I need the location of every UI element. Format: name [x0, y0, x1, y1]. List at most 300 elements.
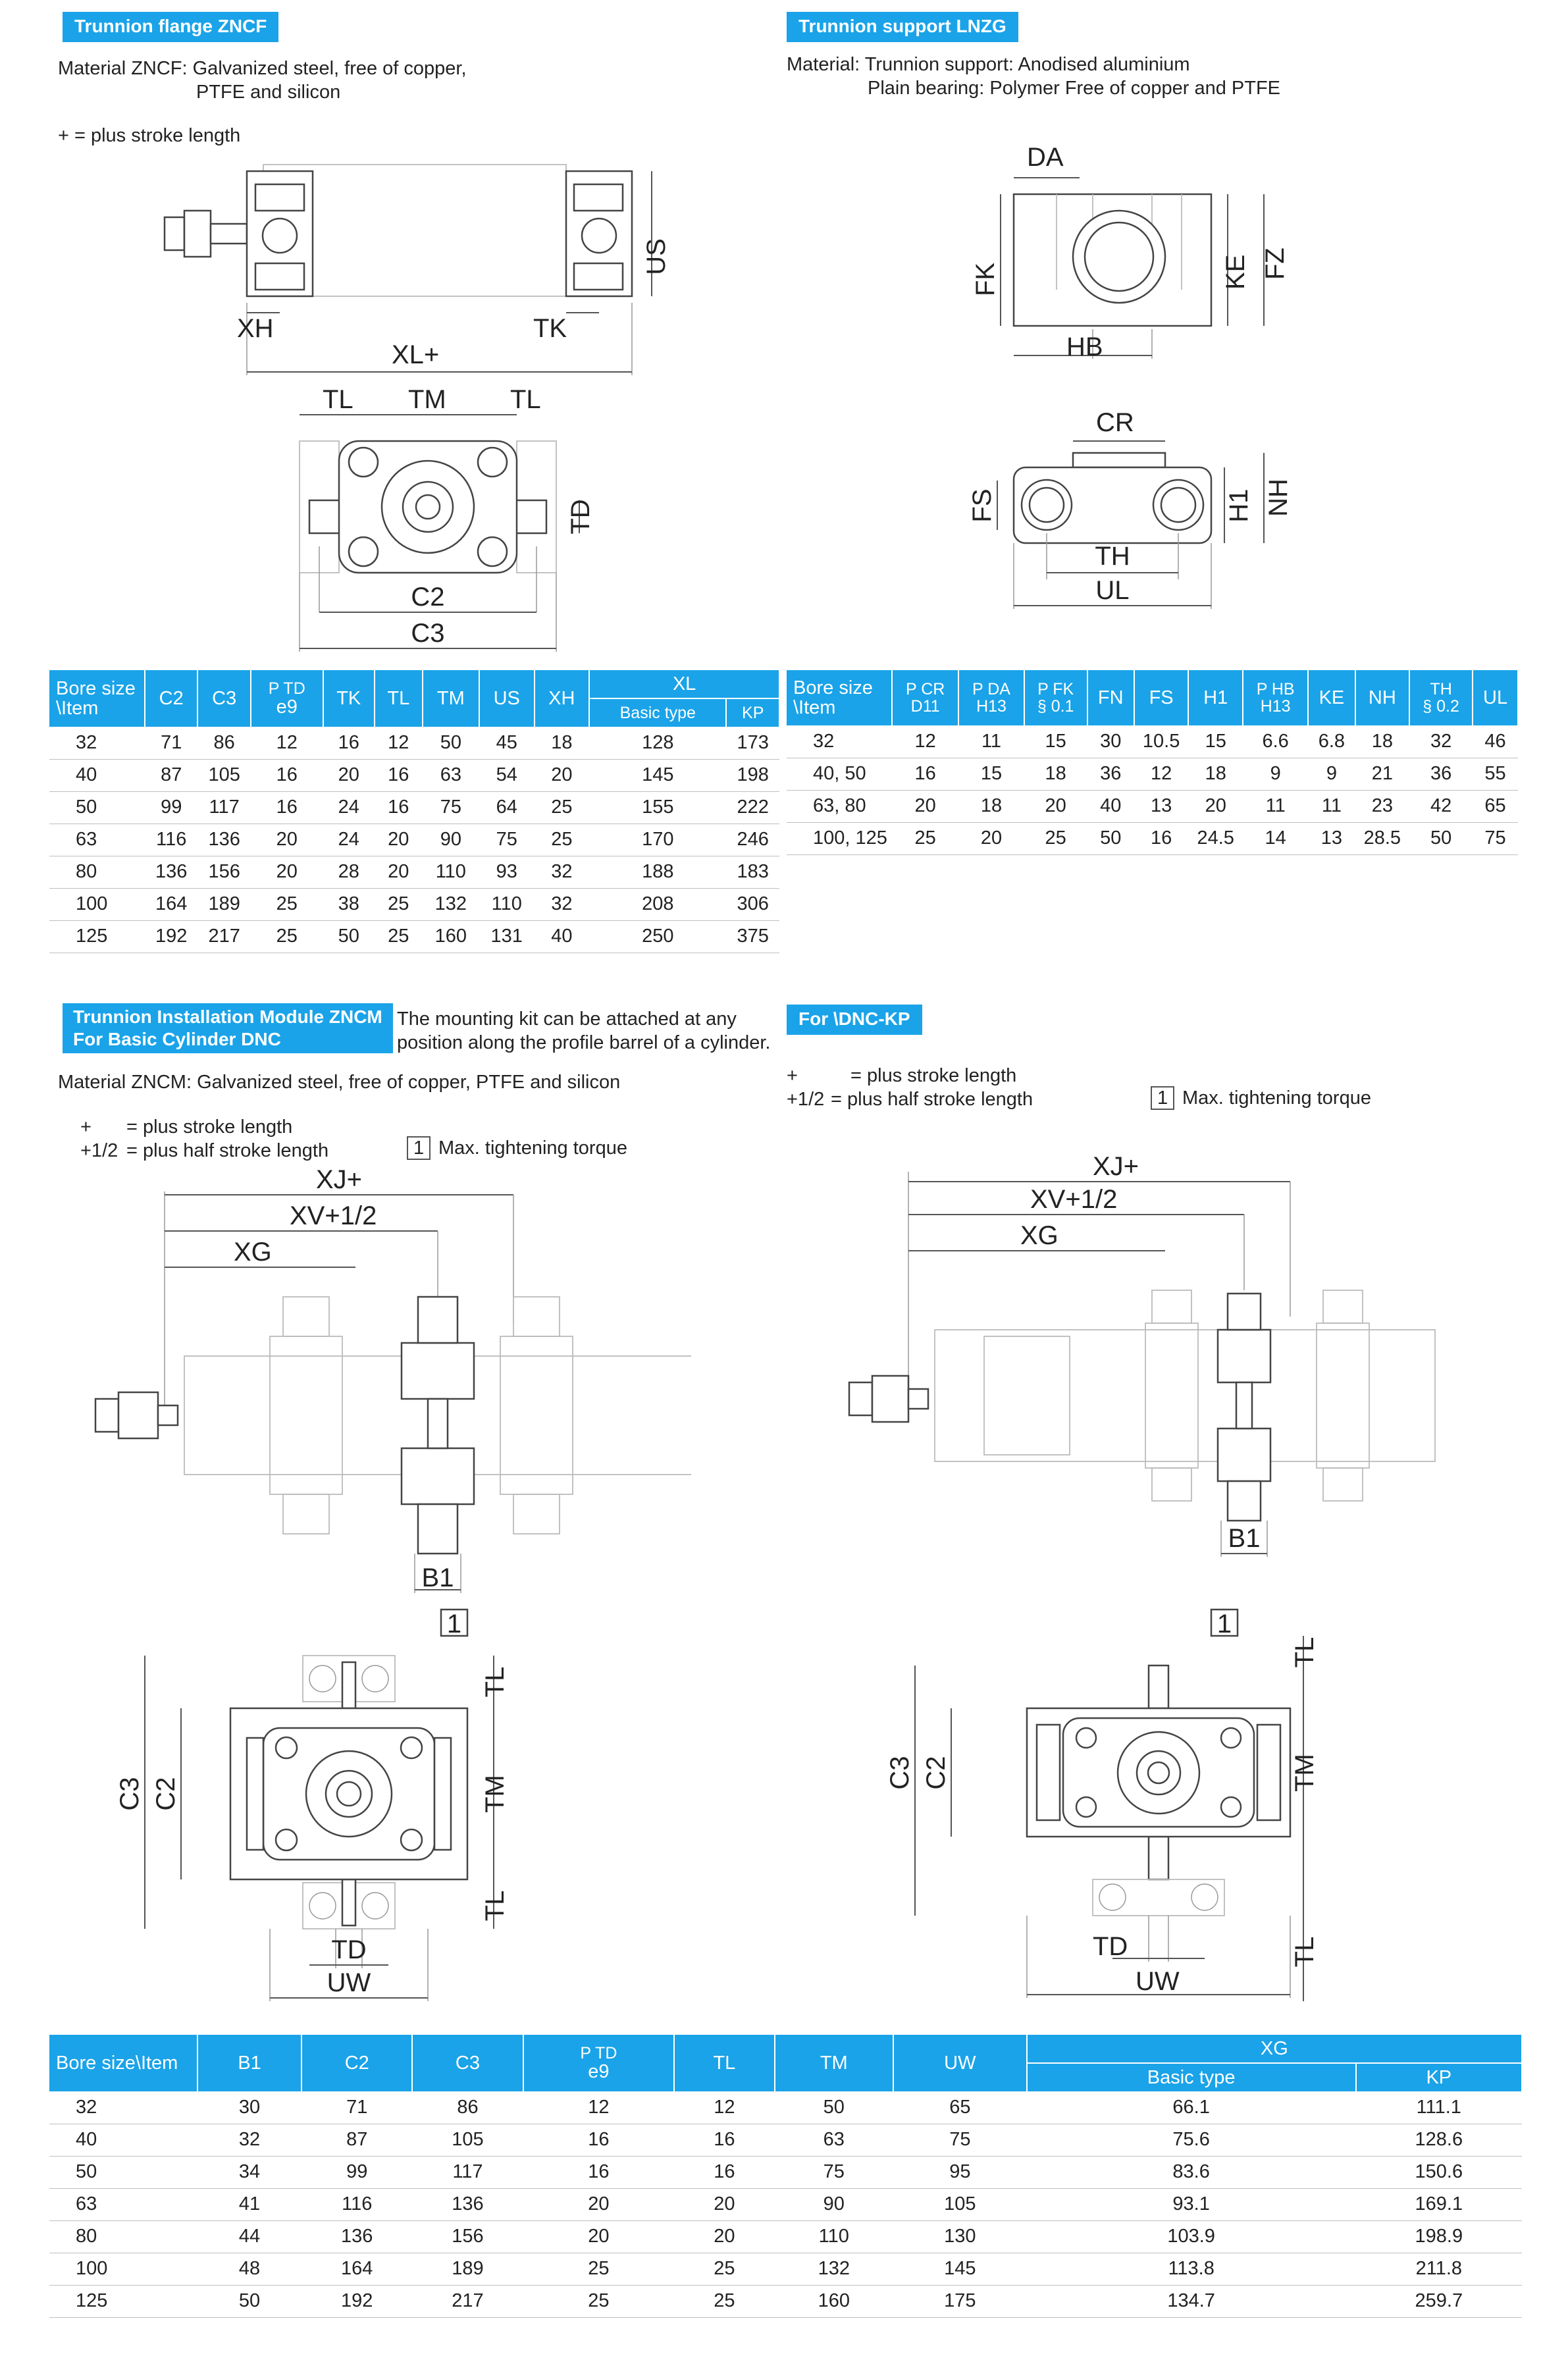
zncm-label-xv: XV+1/2 [290, 1201, 377, 1230]
col-bt-tm: TM [775, 2035, 893, 2091]
table-row-label: 40 [49, 2124, 197, 2156]
zncf-material-line1: Material ZNCF: Galvanized steel, free of copper, [58, 58, 467, 79]
table-cell: 83.6 [1027, 2156, 1356, 2188]
table-cell: 66.1 [1027, 2091, 1356, 2124]
table-row [49, 2091, 1522, 2124]
table-cell: 20 [251, 824, 323, 856]
dnckp-label-c3: C3 [885, 1756, 914, 1790]
table-cell: 65 [1473, 790, 1518, 822]
table-cell: 16 [674, 2156, 774, 2188]
table-cell: 25 [251, 888, 323, 920]
table-cell: 136 [301, 2220, 412, 2253]
dnckp-label-tl-bottom: TL [1290, 1936, 1319, 1968]
lnzg-table-body [787, 725, 1518, 854]
lnzg-table [787, 670, 1519, 855]
table-cell: 25 [892, 822, 958, 854]
table-cell: 25 [251, 920, 323, 953]
table-row-label: 40 [49, 759, 145, 791]
table-cell: 110 [775, 2220, 893, 2253]
table-row [787, 790, 1518, 822]
dnckp-note2: = plus half stroke length [831, 1089, 1033, 1110]
label-fz: FZ [1261, 248, 1290, 280]
table-cell: 128 [589, 727, 726, 759]
table-row [787, 725, 1518, 758]
table-cell: 54 [479, 759, 535, 791]
col-da: P DA H13 [958, 670, 1024, 725]
table-cell: 105 [197, 759, 250, 791]
zncm-torque: Max. tightening torque [438, 1138, 627, 1159]
table-cell: 10.5 [1134, 725, 1189, 758]
table-cell: 16 [1134, 822, 1189, 854]
label-fk: FK [971, 262, 1000, 296]
table-cell: 111.1 [1356, 2091, 1522, 2124]
table-cell: 50 [423, 727, 479, 759]
col-xh: XH [535, 670, 590, 727]
table-cell: 20 [523, 2220, 675, 2253]
table-cell: 16 [375, 791, 423, 824]
table-cell: 11 [1308, 790, 1355, 822]
col-us: US [479, 670, 535, 727]
table-row-label: 125 [49, 920, 145, 953]
table-cell: 170 [589, 824, 726, 856]
table-cell: 11 [1243, 790, 1308, 822]
label-da: DA [1027, 143, 1064, 172]
table-cell: 13 [1134, 790, 1189, 822]
zncm-label-xj: XJ+ [316, 1165, 363, 1194]
table-cell: 50 [1087, 822, 1134, 854]
table-cell: 15 [958, 758, 1024, 790]
dnckp-label-td: TD [1093, 1932, 1128, 1961]
table-cell: 87 [145, 759, 197, 791]
table-cell: 12 [251, 727, 323, 759]
table-cell: 20 [1188, 790, 1243, 822]
table-cell: 25 [523, 2285, 675, 2317]
table-cell: 16 [323, 727, 375, 759]
table-cell: 23 [1355, 790, 1410, 822]
table-cell: 150.6 [1356, 2156, 1522, 2188]
table-cell: 105 [412, 2124, 523, 2156]
col-fs: FS [1134, 670, 1189, 725]
table-cell: 16 [251, 759, 323, 791]
table-cell: 20 [523, 2188, 675, 2220]
label-us: US [642, 238, 671, 275]
table-cell: 75 [775, 2156, 893, 2188]
label-th: TH [1095, 542, 1130, 571]
table-cell: 250 [589, 920, 726, 953]
table-cell: 156 [412, 2220, 523, 2253]
table-cell: 48 [197, 2253, 301, 2285]
col-fn: FN [1087, 670, 1134, 725]
table-cell: 136 [412, 2188, 523, 2220]
table-cell: 164 [301, 2253, 412, 2285]
label-fs: FS [968, 488, 997, 523]
table-row [49, 824, 779, 856]
table-cell: 16 [892, 758, 958, 790]
label-tm: TM [408, 385, 446, 414]
table-cell: 6.6 [1243, 725, 1308, 758]
zncm-label-1: 1 [446, 1610, 462, 1638]
label-h1: H1 [1224, 488, 1253, 523]
zncm-label-uw: UW [327, 1968, 371, 1997]
table-cell: 16 [523, 2156, 675, 2188]
table-cell: 50 [775, 2091, 893, 2124]
table-cell: 12 [892, 725, 958, 758]
table-cell: 116 [301, 2188, 412, 2220]
table-cell: 42 [1409, 790, 1473, 822]
table-cell: 145 [893, 2253, 1027, 2285]
table-cell: 375 [726, 920, 779, 953]
zncm-label-c3: C3 [115, 1777, 144, 1811]
table-cell: 25 [535, 791, 590, 824]
table-row [49, 856, 779, 888]
table-cell: 155 [589, 791, 726, 824]
table-cell: 25 [523, 2253, 675, 2285]
table-cell: 113.8 [1027, 2253, 1356, 2285]
table-cell: 34 [197, 2156, 301, 2188]
table-cell: 20 [535, 759, 590, 791]
table-cell: 189 [197, 888, 250, 920]
table-cell: 71 [145, 727, 197, 759]
zncm-torque-num: 1 [407, 1136, 431, 1160]
table-cell: 15 [1188, 725, 1243, 758]
zncm-drawing [72, 1165, 691, 2021]
table-row-label: 32 [49, 727, 145, 759]
lnzg-material-line2: Plain bearing: Polymer Free of copper and PTFE [868, 78, 1281, 99]
table-cell: 50 [1409, 822, 1473, 854]
dnckp-note2-sym: +1/2 [787, 1089, 825, 1110]
table-cell: 192 [301, 2285, 412, 2317]
zncm-label-tl-top: TL [481, 1666, 510, 1698]
dnckp-label-tm: TM [1290, 1754, 1319, 1792]
table-cell: 25 [1024, 822, 1087, 854]
table-cell: 44 [197, 2220, 301, 2253]
table-cell: 32 [1409, 725, 1473, 758]
table-cell: 259.7 [1356, 2285, 1522, 2317]
table-cell: 136 [145, 856, 197, 888]
table-cell: 164 [145, 888, 197, 920]
table-cell: 130 [893, 2220, 1027, 2253]
table-row [49, 2188, 1522, 2220]
table-cell: 20 [674, 2188, 774, 2220]
col-c2: C2 [145, 670, 197, 727]
dnckp-torque: Max. tightening torque [1182, 1087, 1371, 1109]
table-cell: 90 [775, 2188, 893, 2220]
label-ke: KE [1221, 254, 1250, 290]
table-cell: 18 [535, 727, 590, 759]
zncf-note: + = plus stroke length [58, 125, 241, 146]
table-cell: 18 [1024, 758, 1087, 790]
table-cell: 86 [412, 2091, 523, 2124]
table-cell: 103.9 [1027, 2220, 1356, 2253]
table-cell: 217 [197, 920, 250, 953]
lnzg-title: Trunnion support LNZG [787, 12, 1018, 42]
table-cell: 32 [535, 888, 590, 920]
table-cell: 134.7 [1027, 2285, 1356, 2317]
table-cell: 116 [145, 824, 197, 856]
table-cell: 20 [323, 759, 375, 791]
col-th: TH § 0.2 [1409, 670, 1473, 725]
table-cell: 14 [1243, 822, 1308, 854]
table-cell: 173 [726, 727, 779, 759]
table-cell: 20 [892, 790, 958, 822]
table-cell: 75 [893, 2124, 1027, 2156]
table-cell: 20 [251, 856, 323, 888]
table-cell: 75.6 [1027, 2124, 1356, 2156]
dnckp-label-c2: C2 [922, 1756, 951, 1790]
table-cell: 175 [893, 2285, 1027, 2317]
table-cell: 183 [726, 856, 779, 888]
table-row [49, 2156, 1522, 2188]
label-xh: XH [237, 314, 274, 343]
col-bt-tl: TL [674, 2035, 774, 2091]
zncf-table-body [49, 727, 779, 953]
table-cell: 9 [1243, 758, 1308, 790]
table-cell: 36 [1087, 758, 1134, 790]
table-cell: 25 [375, 888, 423, 920]
dnckp-title: For \DNC-KP [787, 1005, 922, 1035]
table-cell: 45 [479, 727, 535, 759]
zncm-label-b1: B1 [421, 1563, 454, 1592]
table-cell: 41 [197, 2188, 301, 2220]
table-cell: 12 [1134, 758, 1189, 790]
col-lnzg-bore: Bore size \Item [787, 670, 892, 725]
label-hb: HB [1066, 332, 1103, 361]
zncf-title: Trunnion flange ZNCF [63, 12, 278, 42]
table-cell: 20 [958, 822, 1024, 854]
dnckp-label-xv: XV+1/2 [1030, 1185, 1118, 1214]
table-cell: 25 [674, 2285, 774, 2317]
table-cell: 192 [145, 920, 197, 953]
table-row-label: 80 [49, 856, 145, 888]
table-row [49, 759, 779, 791]
table-row-label: 80 [49, 2220, 197, 2253]
dnckp-label-tl-top: TL [1290, 1637, 1319, 1668]
label-tk: TK [533, 314, 567, 343]
table-row-label: 50 [49, 2156, 197, 2188]
table-cell: 99 [301, 2156, 412, 2188]
table-cell: 198.9 [1356, 2220, 1522, 2253]
table-row [787, 758, 1518, 790]
table-row-label: 63 [49, 2188, 197, 2220]
table-cell: 28 [323, 856, 375, 888]
table-cell: 65 [893, 2091, 1027, 2124]
table-row-label: 100 [49, 2253, 197, 2285]
table-cell: 63 [423, 759, 479, 791]
bottom-table-body [49, 2091, 1522, 2317]
col-bt-b1: B1 [197, 2035, 301, 2091]
table-cell: 110 [423, 856, 479, 888]
table-cell: 128.6 [1356, 2124, 1522, 2156]
label-cr: CR [1096, 408, 1134, 437]
table-cell: 169.1 [1356, 2188, 1522, 2220]
table-cell: 117 [412, 2156, 523, 2188]
col-bt-td: P TD e9 [523, 2035, 675, 2091]
table-cell: 198 [726, 759, 779, 791]
table-cell: 93.1 [1027, 2188, 1356, 2220]
zncm-note2-sym: +1/2 [80, 1140, 118, 1161]
table-cell: 160 [775, 2285, 893, 2317]
zncf-material-line2: PTFE and silicon [196, 82, 341, 103]
col-bt-xg-kp: KP [1356, 2063, 1522, 2091]
table-cell: 32 [535, 856, 590, 888]
table-cell: 160 [423, 920, 479, 953]
dnckp-label-uw: UW [1136, 1967, 1180, 1996]
table-cell: 21 [1355, 758, 1410, 790]
col-tk: TK [323, 670, 375, 727]
table-row [49, 727, 779, 759]
table-cell: 40 [535, 920, 590, 953]
table-cell: 16 [251, 791, 323, 824]
zncf-table [49, 670, 780, 953]
zncm-label-tl-bottom: TL [481, 1890, 510, 1922]
table-cell: 16 [674, 2124, 774, 2156]
table-cell: 18 [958, 790, 1024, 822]
table-row [49, 888, 779, 920]
label-td: TD [566, 499, 595, 535]
label-c2: C2 [411, 583, 445, 612]
table-cell: 222 [726, 791, 779, 824]
table-cell: 16 [523, 2124, 675, 2156]
table-cell: 131 [479, 920, 535, 953]
table-cell: 30 [1087, 725, 1134, 758]
table-row-label: 100 [49, 888, 145, 920]
table-cell: 110 [479, 888, 535, 920]
table-cell: 156 [197, 856, 250, 888]
table-cell: 46 [1473, 725, 1518, 758]
col-bt-c2: C2 [301, 2035, 412, 2091]
table-cell: 99 [145, 791, 197, 824]
col-xl-kp: KP [726, 698, 779, 727]
table-cell: 95 [893, 2156, 1027, 2188]
table-cell: 24 [323, 791, 375, 824]
table-row-label: 50 [49, 791, 145, 824]
col-tm: TM [423, 670, 479, 727]
table-cell: 12 [674, 2091, 774, 2124]
col-tl: TL [375, 670, 423, 727]
table-cell: 86 [197, 727, 250, 759]
table-row [49, 2253, 1522, 2285]
table-cell: 208 [589, 888, 726, 920]
table-cell: 11 [958, 725, 1024, 758]
table-cell: 132 [775, 2253, 893, 2285]
table-cell: 63 [775, 2124, 893, 2156]
col-c3: C3 [197, 670, 250, 727]
table-cell: 13 [1308, 822, 1355, 854]
table-row-label: 63 [49, 824, 145, 856]
dnckp-torque-num: 1 [1151, 1086, 1174, 1110]
table-cell: 75 [423, 791, 479, 824]
table-cell: 20 [674, 2220, 774, 2253]
table-cell: 117 [197, 791, 250, 824]
table-cell: 20 [375, 856, 423, 888]
table-row-label: 125 [49, 2285, 197, 2317]
col-bt-xg-basic: Basic type [1027, 2063, 1356, 2091]
col-ul: UL [1473, 670, 1518, 725]
table-cell: 90 [423, 824, 479, 856]
col-xl: XL [589, 670, 779, 698]
zncm-label-c2: C2 [151, 1777, 180, 1811]
col-bt-c3: C3 [412, 2035, 523, 2091]
table-cell: 16 [375, 759, 423, 791]
table-row [49, 2285, 1522, 2317]
col-cr: P CR D11 [892, 670, 958, 725]
zncm-note1-sym: + [80, 1116, 91, 1138]
label-tl-right: TL [510, 385, 541, 414]
bottom-table [49, 2035, 1523, 2318]
table-cell: 25 [375, 920, 423, 953]
table-cell: 25 [535, 824, 590, 856]
dnckp-label-b1: B1 [1228, 1524, 1261, 1553]
label-tl-left: TL [323, 385, 353, 414]
col-bt-xg: XG [1027, 2035, 1522, 2063]
dnckp-note1: = plus stroke length [850, 1065, 1017, 1086]
table-cell: 55 [1473, 758, 1518, 790]
table-cell: 75 [479, 824, 535, 856]
dnckp-drawing [816, 1145, 1475, 2014]
table-cell: 306 [726, 888, 779, 920]
zncm-desc-line2: position along the profile barrel of a cylinder. [397, 1032, 771, 1053]
table-cell: 105 [893, 2188, 1027, 2220]
table-row [787, 822, 1518, 854]
zncm-label-td: TD [331, 1935, 367, 1964]
table-cell: 30 [197, 2091, 301, 2124]
table-row-label: 63, 80 [787, 790, 892, 822]
table-row [49, 791, 779, 824]
dnckp-label-xg: XG [1020, 1221, 1058, 1250]
zncm-note1: = plus stroke length [126, 1116, 293, 1138]
zncm-title [63, 1003, 393, 1053]
col-td: P TD e9 [251, 670, 323, 727]
table-cell: 189 [412, 2253, 523, 2285]
table-cell: 188 [589, 856, 726, 888]
label-nh: NH [1264, 479, 1293, 517]
table-cell: 217 [412, 2285, 523, 2317]
dnckp-label-1: 1 [1216, 1610, 1232, 1638]
zncm-label-tm: TM [481, 1775, 510, 1813]
col-bt-bore: Bore size\Item [49, 2035, 197, 2091]
table-cell: 12 [375, 727, 423, 759]
table-cell: 28.5 [1355, 822, 1410, 854]
zncm-desc-line1: The mounting kit can be attached at any [397, 1009, 737, 1030]
col-nh: NH [1355, 670, 1410, 725]
table-cell: 15 [1024, 725, 1087, 758]
dnckp-label-xj: XJ+ [1093, 1152, 1139, 1181]
table-cell: 50 [323, 920, 375, 953]
col-h1: H1 [1188, 670, 1243, 725]
table-cell: 71 [301, 2091, 412, 2124]
label-c3: C3 [411, 619, 445, 648]
col-bore: Bore size \Item [49, 670, 145, 727]
table-row [49, 2124, 1522, 2156]
lnzg-drawing [948, 132, 1343, 619]
table-cell: 87 [301, 2124, 412, 2156]
zncm-title-line1: Trunnion Installation Module ZNCM [73, 1007, 382, 1027]
table-cell: 9 [1308, 758, 1355, 790]
table-cell: 18 [1188, 758, 1243, 790]
table-cell: 136 [197, 824, 250, 856]
table-cell: 32 [197, 2124, 301, 2156]
table-cell: 93 [479, 856, 535, 888]
col-xl-basic: Basic type [589, 698, 726, 727]
table-row-label: 32 [49, 2091, 197, 2124]
table-cell: 25 [674, 2253, 774, 2285]
table-cell: 36 [1409, 758, 1473, 790]
label-xl: XL+ [392, 340, 440, 369]
zncm-label-xg: XG [234, 1238, 272, 1267]
zncf-drawing [145, 151, 724, 665]
zncm-title-line2: For Basic Cylinder DNC [73, 1029, 281, 1049]
table-cell: 18 [1355, 725, 1410, 758]
